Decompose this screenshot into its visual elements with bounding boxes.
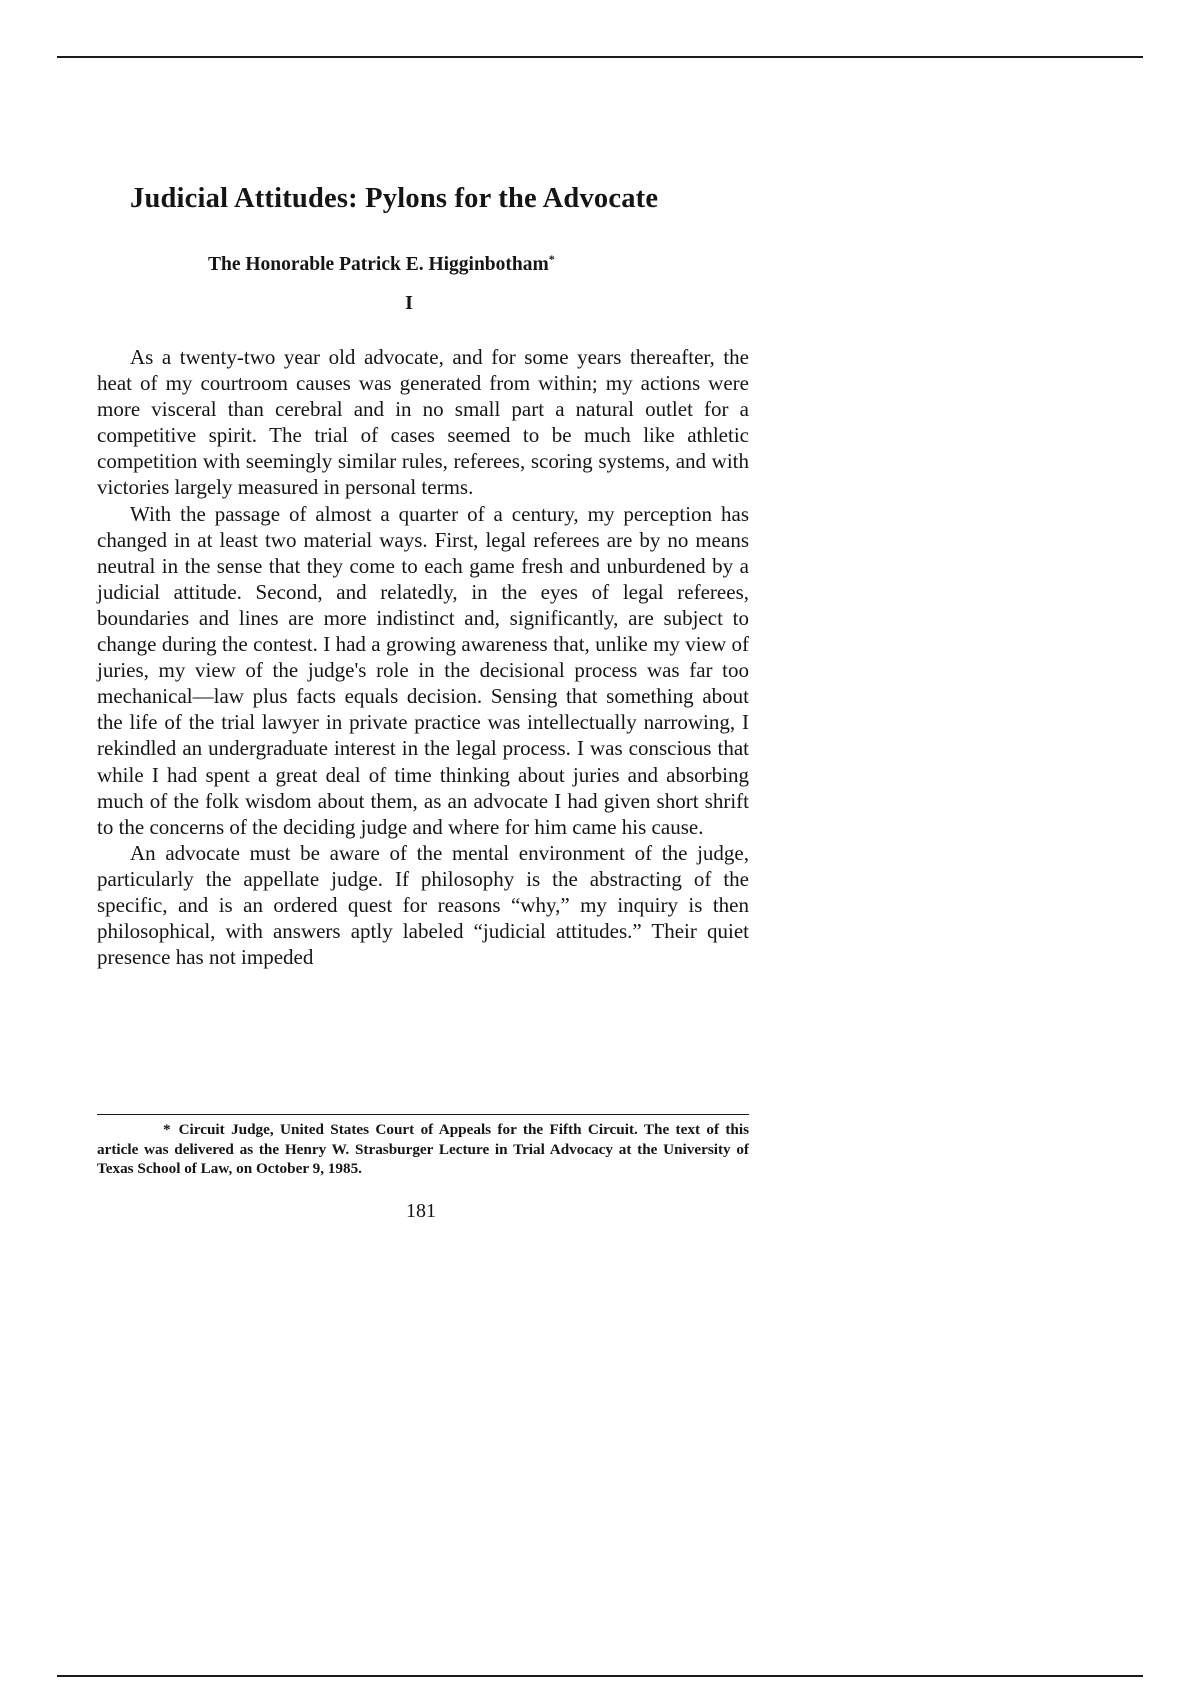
footnote-divider xyxy=(97,1114,749,1115)
author-footnote-mark: * xyxy=(548,252,555,266)
body-paragraph: As a twenty-two year old advocate, and for some years thereafter, the heat of my courtroom causes was generated from within; my actions were more visceral than cerebral and in no small part a natural outlet for a competitive spirit. The trial of cases seemed to be much like athletic competition with seemingly similar rules, referees, scoring systems, and with victories largely measured in personal terms. xyxy=(97,345,749,500)
footnote-mark: * xyxy=(163,1121,171,1138)
page-number: 181 xyxy=(406,1200,436,1222)
body-paragraph: An advocate must be aware of the mental environment of the judge, particularly the appellate judge. If philosophy is the abstracting of the specific, and is an ordered quest for reasons “why,” my inquiry is then philosophical, with answers aptly labeled “judicial attitudes.” Their quiet presence has not impeded xyxy=(97,840,749,970)
article-title: Judicial Attitudes: Pylons for the Advocate xyxy=(130,183,659,214)
bottom-rule xyxy=(57,1675,1143,1677)
author-name: The Honorable Patrick E. Higginbotham xyxy=(208,254,549,275)
footnote xyxy=(97,1120,749,1179)
top-rule xyxy=(57,56,1143,58)
footnote-text: Circuit Judge, United States Court of Appeals for the Fifth Circuit. The text of this article was delivered as the Henry W. Strasburger Lecture in Trial Advocacy at the University of Texas School of Law, on October 9, 1985. xyxy=(97,1121,749,1177)
section-numeral: I xyxy=(405,292,413,314)
author-line xyxy=(208,252,555,276)
body-paragraph: With the passage of almost a quarter of a century, my perception has changed in at least two material ways. First, legal referees are by no means neutral in the sense that they come to each game fresh and unburdened by a judicial attitude. Second, and relatedly, in the eyes of legal referees, boundaries and lines are more indistinct and, significantly, are subject to change during the contest. I had a growing awareness that, unlike my view of juries, my view of the judge's role in the decisional process was far too mechanical—law plus facts equals decision. Sensing that something about the life of the trial lawyer in private practice was intellectually narrowing, I rekindled an undergraduate interest in the legal process. I was conscious that while I had spent a great deal of time thinking about juries and absorbing much of the folk wisdom about them, as an advocate I had given short shrift to the concerns of the deciding judge and where for him came his cause. xyxy=(97,501,749,839)
article-body xyxy=(97,344,749,970)
